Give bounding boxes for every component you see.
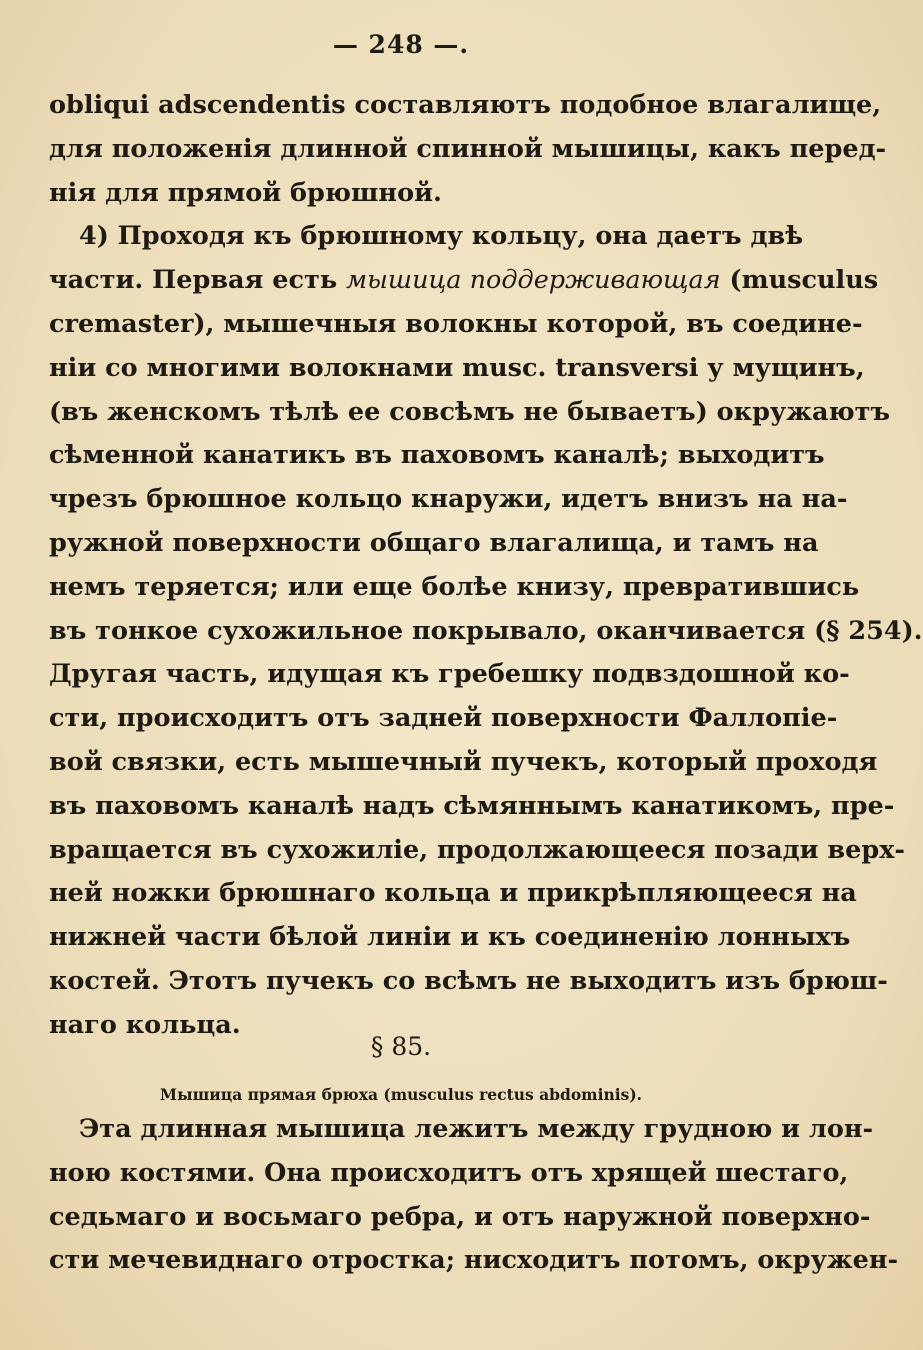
text-line: въ тонкое сухожильное покрывало, оканчивается (§ 254). bbox=[49, 615, 923, 646]
text-line-with-italic bbox=[49, 259, 879, 303]
text-line: вой связки, есть мышечный пучекъ, который проходя bbox=[49, 746, 878, 777]
section-title: Мышица прямая брюха (musculus rectus abdominis). bbox=[159, 1085, 643, 1104]
page-number: — 248 —. bbox=[332, 30, 470, 59]
text-line: ней ножки брюшнаго кольца и прикрѣпляющееся на bbox=[49, 878, 857, 909]
text-segment: части. Первая есть bbox=[49, 265, 347, 296]
text-line: чрезъ брюшное кольцо кнаружи, идетъ внизъ на на- bbox=[49, 484, 848, 515]
text-line: седьмаго и восьмаго ребра, и отъ наружной поверхно- bbox=[49, 1201, 871, 1232]
text-line: вращается въ сухожиліе, продолжающееся позади верх- bbox=[49, 834, 905, 865]
text-line: ною костями. Она происходитъ отъ хрящей шестаго, bbox=[49, 1157, 849, 1188]
text-segment: (musculus bbox=[720, 265, 879, 296]
body-text-continued bbox=[49, 1108, 899, 1283]
text-line: наго кольца. bbox=[49, 1009, 241, 1040]
italic-term: мышица поддерживающая bbox=[346, 265, 721, 296]
text-line: Эта длинная мышица лежитъ между грудною и лон- bbox=[79, 1114, 874, 1144]
text-line: ніи со многими волокнами musc. transversi у мущинъ, bbox=[49, 352, 865, 383]
text-line: нижней части бѣлой линіи и къ соединенію лонныхъ bbox=[49, 922, 851, 953]
text-line: cremaster), мышечныя волокны которой, въ соедине- bbox=[49, 308, 863, 339]
text-line: Другая часть, идущая къ гребешку подвздошной ко- bbox=[49, 659, 850, 690]
text-line: сѣменной канатикъ въ паховомъ каналѣ; выходитъ bbox=[49, 440, 825, 471]
section-number: § 85. bbox=[370, 1032, 432, 1061]
text-line: obliqui adscendentis составляютъ подобное влагалище, bbox=[49, 90, 882, 120]
body-text bbox=[49, 84, 923, 1048]
text-line: ружной поверхности общаго влагалища, и тамъ на bbox=[49, 527, 819, 558]
text-line: костей. Этотъ пучекъ со всѣмъ не выходитъ изъ брюш- bbox=[49, 965, 888, 996]
text-line: сти мечевиднаго отростка; нисходитъ потомъ, окружен- bbox=[49, 1245, 899, 1276]
text-line: нія для прямой брюшной. bbox=[49, 177, 442, 208]
text-line: немъ теряется; или еще болѣе книзу, превратившись bbox=[49, 571, 860, 602]
text-line: (въ женскомъ тѣлѣ ее совсѣмъ не бываетъ) окружаютъ bbox=[49, 396, 891, 427]
text-line: сти, происходитъ отъ задней поверхности Фаллопіе- bbox=[49, 703, 838, 734]
text-line: для положенія длинной спинной мышицы, какъ перед- bbox=[49, 133, 887, 164]
text-line: въ паховомъ каналѣ надъ сѣмяннымъ канатикомъ, пре- bbox=[49, 790, 895, 821]
text-line: 4) Проходя къ брюшному кольцу, она даетъ двѣ bbox=[79, 221, 804, 252]
